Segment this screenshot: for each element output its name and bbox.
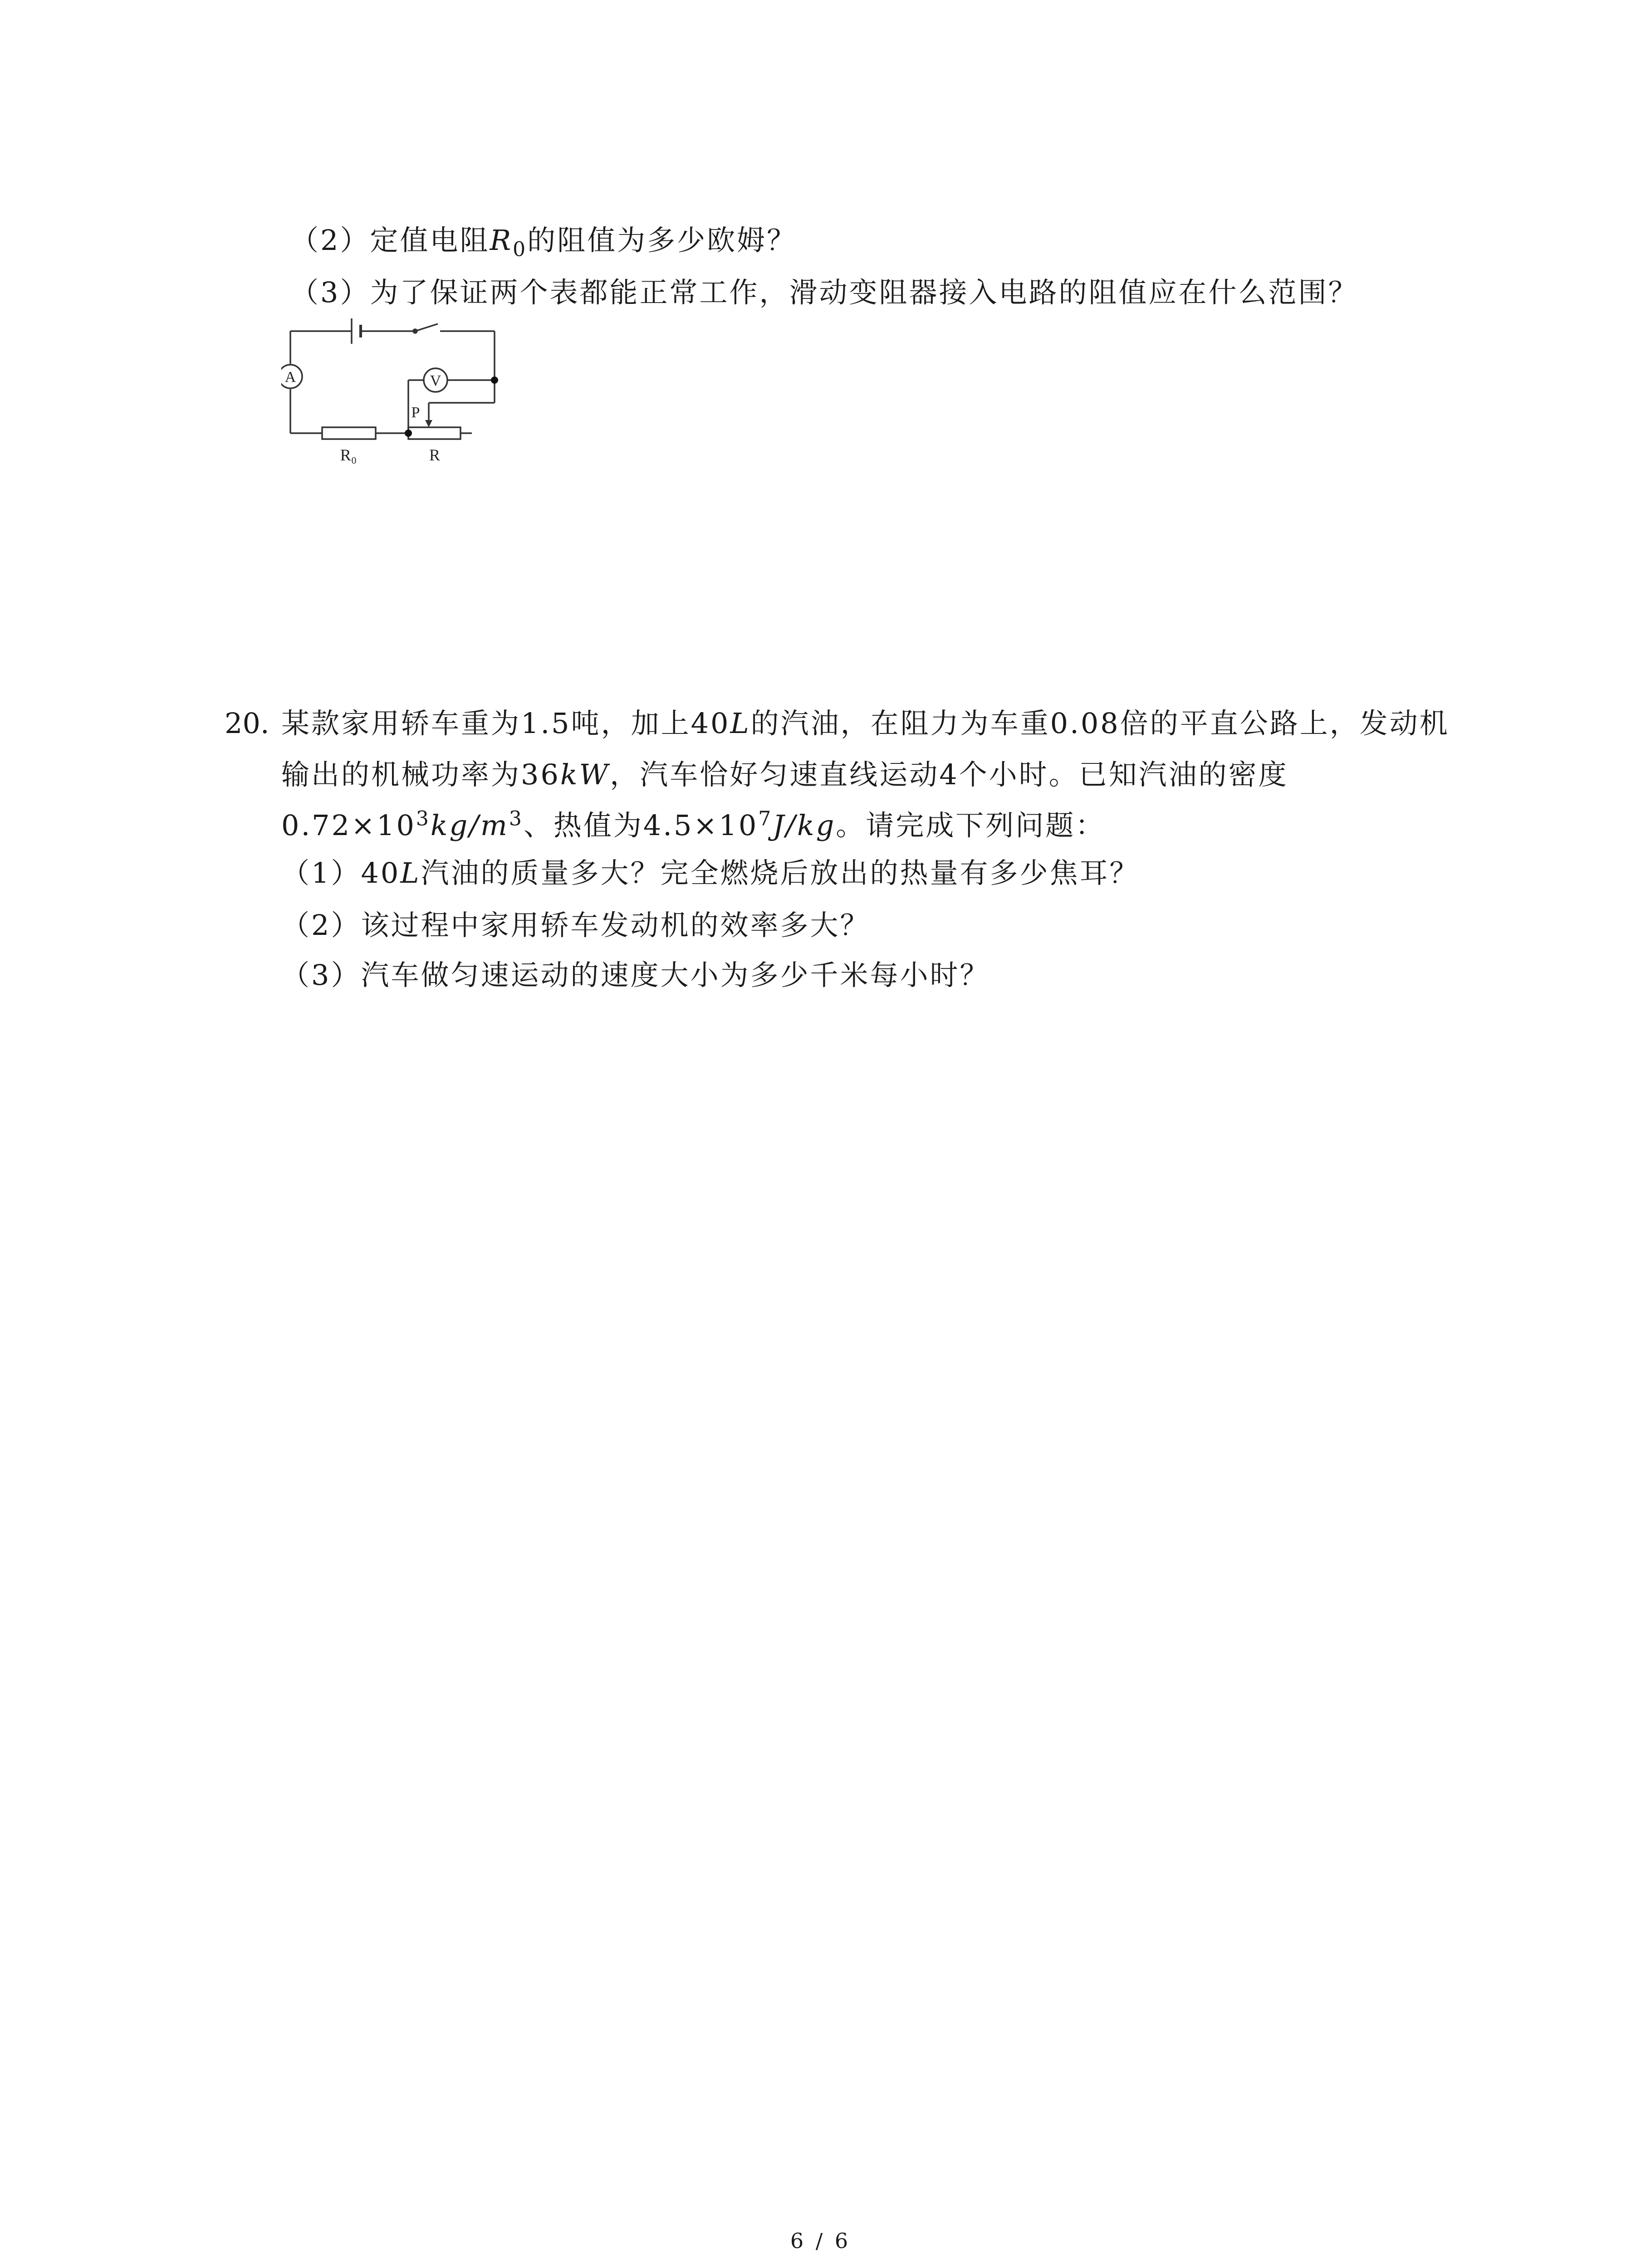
r0-label: R₀ [340,446,357,464]
slider-arrowhead [425,420,432,427]
switch-blade [415,324,438,331]
q19-part3: （3）为了保证两个表都能正常工作，滑动变阻器接入电路的阻值应在什么范围？ [290,276,1358,309]
q19-part2: （2）定值电阻$R_0$的阻值为多少欧姆？ [290,224,797,261]
voltmeter-label: V [430,372,441,389]
ammeter-label: A [284,369,296,386]
q20-number: 20. [225,707,269,740]
q20-line1: 某款家用轿车重为1.5吨，加上40L的汽油，在阻力为车重0.08倍的平直公路上，发动机 [281,707,1450,740]
q20-part1: （1）40L汽油的质量多大？完全燃烧后放出的热量有多少焦耳？ [281,856,1140,890]
junction-dot-bottom [405,430,412,437]
q20-line3: $0.72\times 10^3kg/m^3$、热值为$4.5\times 10^7J/kg$。请完成下列问题： [281,807,1106,842]
q20-part3: （3）汽车做匀速运动的速度大小为多少千米每小时？ [281,958,990,992]
rheostat-r [408,427,460,439]
r0-resistor [322,427,376,439]
q20-part2: （2）该过程中家用轿车发动机的效率多大？ [281,909,870,942]
slider-label: P [411,404,420,421]
r-label: R [429,446,441,464]
q20-line2: 输出的机械功率为36kW，汽车恰好匀速直线运动4个小时。已知汽油的密度 [281,758,1288,791]
circuit-diagram [281,308,526,472]
junction-dot-right [491,376,498,384]
page-number: 6 / 6 [790,2229,851,2253]
